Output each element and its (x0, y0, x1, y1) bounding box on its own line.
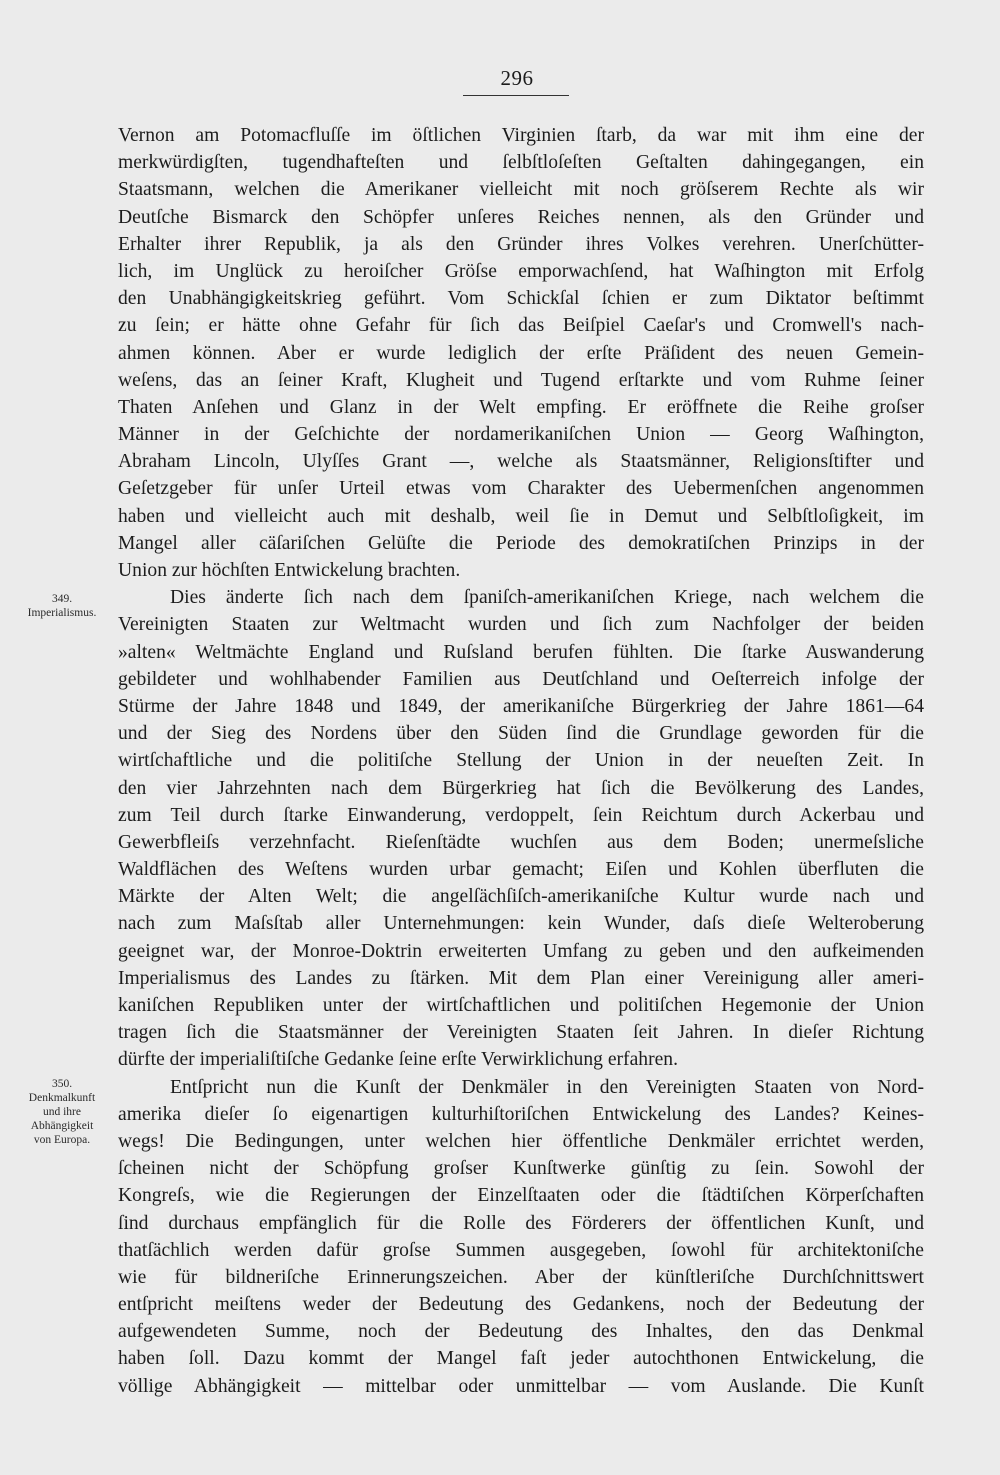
margin-note-349 (16, 592, 108, 620)
text-line: Kongreſs, wie die Regierungen der Einzelſtaaten oder die ſtädtiſchen Körperſchaften (118, 1185, 924, 1207)
text-line: Stürme der Jahre 1848 und 1849, der amerikaniſche Bürgerkrieg der Jahre 1861—64 (118, 695, 924, 717)
text-line: Vernon am Potomacfluſſe im öſtlichen Virginien ſtarb, da war mit ihm eine der (118, 125, 924, 146)
text-line: wirtſchaftliche und die politiſche Stellung der Union in der neueſten Zeit. In (118, 750, 924, 772)
text-line: ſind durchaus empfänglich für die Rolle des Förderers der öffentlichen Kunſt, und (118, 1212, 924, 1234)
text-line: ſcheinen nicht der Schöpfung groſser Kunſtwerke günſtig zu ſein. Sowohl der (118, 1158, 924, 1180)
text-line: lich, im Unglück zu heroiſcher Gröſse emporwachſend, hat Waſhington mit Erfolg (118, 260, 924, 282)
text-line: den vier Jahrzehnten nach dem Bürgerkrieg hat ſich die Bevölkerung des Landes, (118, 777, 924, 799)
text-line: thatſächlich werden dafür groſse Summen ausgegeben, ſowohl für architektoniſche (118, 1239, 924, 1261)
text-line: Gewerbfleiſs verzehnfacht. Rieſenſtädte wuchſen aus dem Boden; unermeſsliche (118, 831, 924, 853)
margin-note-350 (16, 1077, 108, 1147)
text-line: entſpricht meiſtens weder der Bedeutung des Gedankens, noch der Bedeutung der (118, 1294, 924, 1316)
text-line: wie für bildneriſche Erinnerungszeichen. Aber der künſtleriſche Durchſchnittswert (118, 1266, 924, 1288)
margin-note-number: 349. (51, 593, 73, 605)
text-line: geeignet war, der Monroe-Doktrin erweiterten Umfang zu geben und den aufkeimenden (118, 940, 924, 962)
body-text (118, 122, 924, 1400)
text-line: Geſetzgeber für unſer Urteil etwas vom Charakter des Uebermenſchen angenommen (118, 478, 924, 500)
margin-note-line: Denkmalkunft (28, 1092, 96, 1104)
text-line: weſens, das an ſeiner Kraft, Klugheit und Tugend erſtarkte und vom Ruhme ſeiner (118, 369, 924, 391)
text-line: haben und vielleicht auch mit deshalb, weil ſie in Demut und Selbſtloſigkeit, im (118, 505, 924, 527)
page-number-rule (463, 95, 569, 96)
text-line: amerika dieſer ſo eigenartigen kulturhiſtoriſchen Entwickelung des Landes? Keines- (118, 1103, 924, 1125)
text-line: nach zum Maſsſtab aller Unternehmungen: kein Wunder, daſs dieſe Welteroberung (118, 913, 924, 935)
text-line: haben ſoll. Dazu kommt der Mangel faſt jeder autochthonen Entwickelung, die (118, 1348, 924, 1370)
page-number: 296 (500, 66, 534, 90)
margin-note-line: Imperialismus. (27, 607, 97, 619)
text-line: tragen ſich die Staatsmänner der Vereinigten Staaten ſeit Jahren. In dieſer Richtung (118, 1022, 924, 1044)
paragraph-start-line: Entſpricht nun die Kunſt der Denkmäler in den Vereinigten Staaten von Nord- (170, 1076, 924, 1098)
text-line: aufgewendeten Summe, noch der Bedeutung des Inhaltes, den das Denkmal (118, 1321, 924, 1343)
text-line: Abraham Lincoln, Ulyſſes Grant —, welche als Staatsmänner, Religionsſtifter und (118, 451, 924, 473)
text-line: den Unabhängigkeitskrieg geführt. Vom Schickſal ſchien er zum Diktator beſtimmt (118, 288, 924, 310)
text-line: Imperialismus des Landes zu ſtärken. Mit dem Plan einer Vereinigung aller ameri- (118, 967, 924, 989)
text-line: »alten« Weltmächte England und Ruſsland berufen fühlten. Die ſtarke Auswanderung (118, 641, 924, 663)
margin-note-line: von Europa. (33, 1134, 91, 1146)
text-line: gebildeter und wohlhabender Familien aus Deutſchland und Oeſterreich infolge der (118, 668, 924, 690)
margin-note-number: 350. (51, 1078, 73, 1090)
margin-note-line: Abhängigkeit (30, 1120, 94, 1132)
text-line: Deutſche Bismarck den Schöpfer unſeres Reiches nennen, als den Gründer und (118, 206, 924, 228)
text-line: Erhalter ihrer Republik, ja als den Gründer ihres Volkes verehren. Unerſchütter- (118, 233, 924, 255)
text-line: ahmen können. Aber er wurde lediglich der erſte Präſident des neuen Gemein- (118, 342, 924, 364)
text-line: kaniſchen Republiken unter der wirtſchaftlichen und politiſchen Hegemonie der Union (118, 995, 924, 1016)
text-line: zu ſein; er hätte ohne Gefahr für ſich das Beiſpiel Caeſar's und Cromwell's nach- (118, 315, 924, 337)
text-line: Thaten Anſehen und Glanz in der Welt empfing. Er eröffnete die Reihe groſser (118, 396, 924, 418)
text-line: Mangel aller cäſariſchen Gelüſte die Periode des demokratiſchen Prinzips in der (118, 532, 924, 554)
text-line: Vereinigten Staaten zur Weltmacht wurden und ſich zum Nachfolger der beiden (118, 614, 924, 636)
paragraph-start-line: Dies änderte ſich nach dem ſpaniſch-amerikaniſchen Kriege, nach welchem die (170, 587, 924, 609)
margin-note-line: und ihre (42, 1106, 81, 1118)
text-line: Union zur höchſten Entwickelung brachten. (118, 560, 461, 581)
text-line: merkwürdigſten, tugendhafteſten und ſelbſtloſeſten Geſtalten dahingegangen, ein (118, 152, 924, 174)
text-line: völlige Abhängigkeit — mittelbar oder unmittelbar — vom Auslande. Die Kunſt (118, 1375, 924, 1397)
text-line: zum Teil durch ſtarke Einwanderung, verdoppelt, ſein Reichtum durch Ackerbau und (118, 804, 924, 826)
text-line: dürfte der imperialiſtiſche Gedanke ſeine erſte Verwirklichung erfahren. (118, 1049, 678, 1071)
text-line: wegs! Die Bedingungen, unter welchen hier öffentliche Denkmäler errichtet werden, (118, 1130, 924, 1152)
text-line: und der Sieg des Nordens über den Süden ſind die Grundlage geworden für die (118, 723, 924, 745)
text-line: Waldflächen des Weſtens wurden urbar gemacht; Eiſen und Kohlen überfluten die (118, 859, 924, 881)
text-line: Staatsmann, welchen die Amerikaner vielleicht mit noch gröſserem Rechte als wir (118, 179, 924, 201)
text-line: Märkte der Alten Welt; die angelſächſiſch-amerikaniſche Kultur wurde nach und (118, 886, 924, 908)
text-line: Männer in der Geſchichte der nordamerikaniſchen Union — Georg Waſhington, (118, 424, 924, 446)
